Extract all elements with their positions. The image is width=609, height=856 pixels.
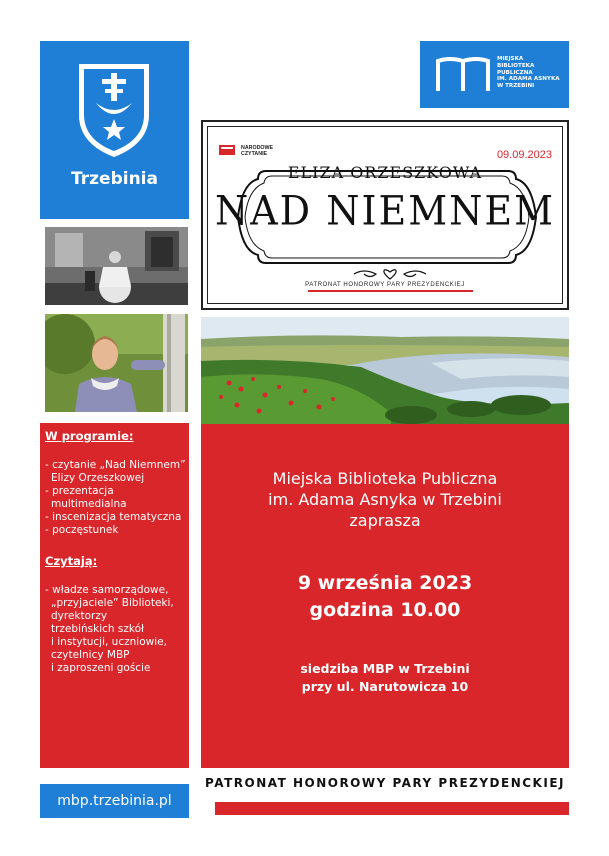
website-url[interactable]: mbp.trzebinia.pl [57, 793, 172, 809]
library-name-line: IM. ADAMA ASNYKA [497, 76, 560, 83]
website-link[interactable] [40, 784, 189, 818]
program-item: - czytanie „Nad Niemnem” [45, 459, 186, 471]
banner-patronat: PATRONAT HONOROWY PARY PREZYDENCKIEJ [305, 282, 465, 288]
town-name: Trzebinia [71, 169, 158, 189]
library-logo [420, 41, 569, 108]
event-address: przy ul. Narutowicza 10 [301, 679, 469, 694]
film-still-portrait [45, 314, 188, 412]
invitation-panel [201, 424, 569, 768]
library-name-line: W TRZEBINI [497, 83, 535, 90]
invite-line: zaprasza [349, 511, 421, 530]
readers-item: czytelnicy MBP [51, 649, 130, 661]
river-landscape-image [201, 317, 569, 424]
invite-line: Miejska Biblioteka Publiczna [272, 469, 498, 488]
program-item: - prezentacja [45, 485, 114, 497]
program-panel [40, 423, 189, 768]
film-still-interior [45, 227, 188, 305]
library-name-line: PUBLICZNA [497, 69, 533, 76]
book-title: NAD NIEMNEM [214, 187, 556, 235]
program-item: - poczęstunek [45, 524, 119, 536]
readers-item: trzebińskich szkół [51, 623, 144, 635]
readers-item: dyrektorzy [51, 610, 108, 622]
author-name: ELIZA ORZESZKOWA [287, 163, 483, 182]
town-crest-panel [40, 41, 189, 219]
banner-date: 09.09.2023 [496, 149, 552, 161]
program-item: - inscenizacja tematyczna [45, 511, 182, 523]
program-item: multimedialna [51, 498, 127, 510]
readers-item: i instytucji, uczniowie, [51, 636, 167, 648]
banner-patronat-bar [308, 290, 473, 292]
program-item: Elizy Orzeszkowej [51, 472, 145, 484]
reading-label: CZYTANIE [241, 151, 268, 157]
reading-label: NARODOWE [241, 145, 274, 151]
library-name-line: BIBLIOTEKA [497, 62, 535, 69]
book-icon [218, 143, 236, 157]
title-banner [201, 120, 569, 310]
readers-item: „przyjaciele” Biblioteki, [51, 597, 174, 609]
event-date: 9 września 2023 [297, 572, 473, 594]
readers-item: - władze samorządowe, [45, 584, 169, 596]
readers-heading: Czytają: [45, 554, 98, 568]
event-place: siedziba MBP w Trzebini [300, 661, 470, 676]
patronat-footer: PATRONAT HONOROWY PARY PREZYDENCKIEJ [205, 776, 565, 790]
footer-red-bar [215, 802, 569, 815]
town-crest-icon [74, 59, 154, 159]
event-time: godzina 10.00 [309, 599, 461, 621]
library-name-line: MIEJSKA [497, 56, 524, 62]
heart-ornament-icon [350, 267, 430, 281]
program-heading: W programie: [45, 429, 134, 443]
library-m-icon [434, 55, 492, 93]
readers-item: i zaproszeni goście [51, 662, 151, 674]
invite-line: im. Adama Asnyka w Trzebini [268, 490, 502, 509]
